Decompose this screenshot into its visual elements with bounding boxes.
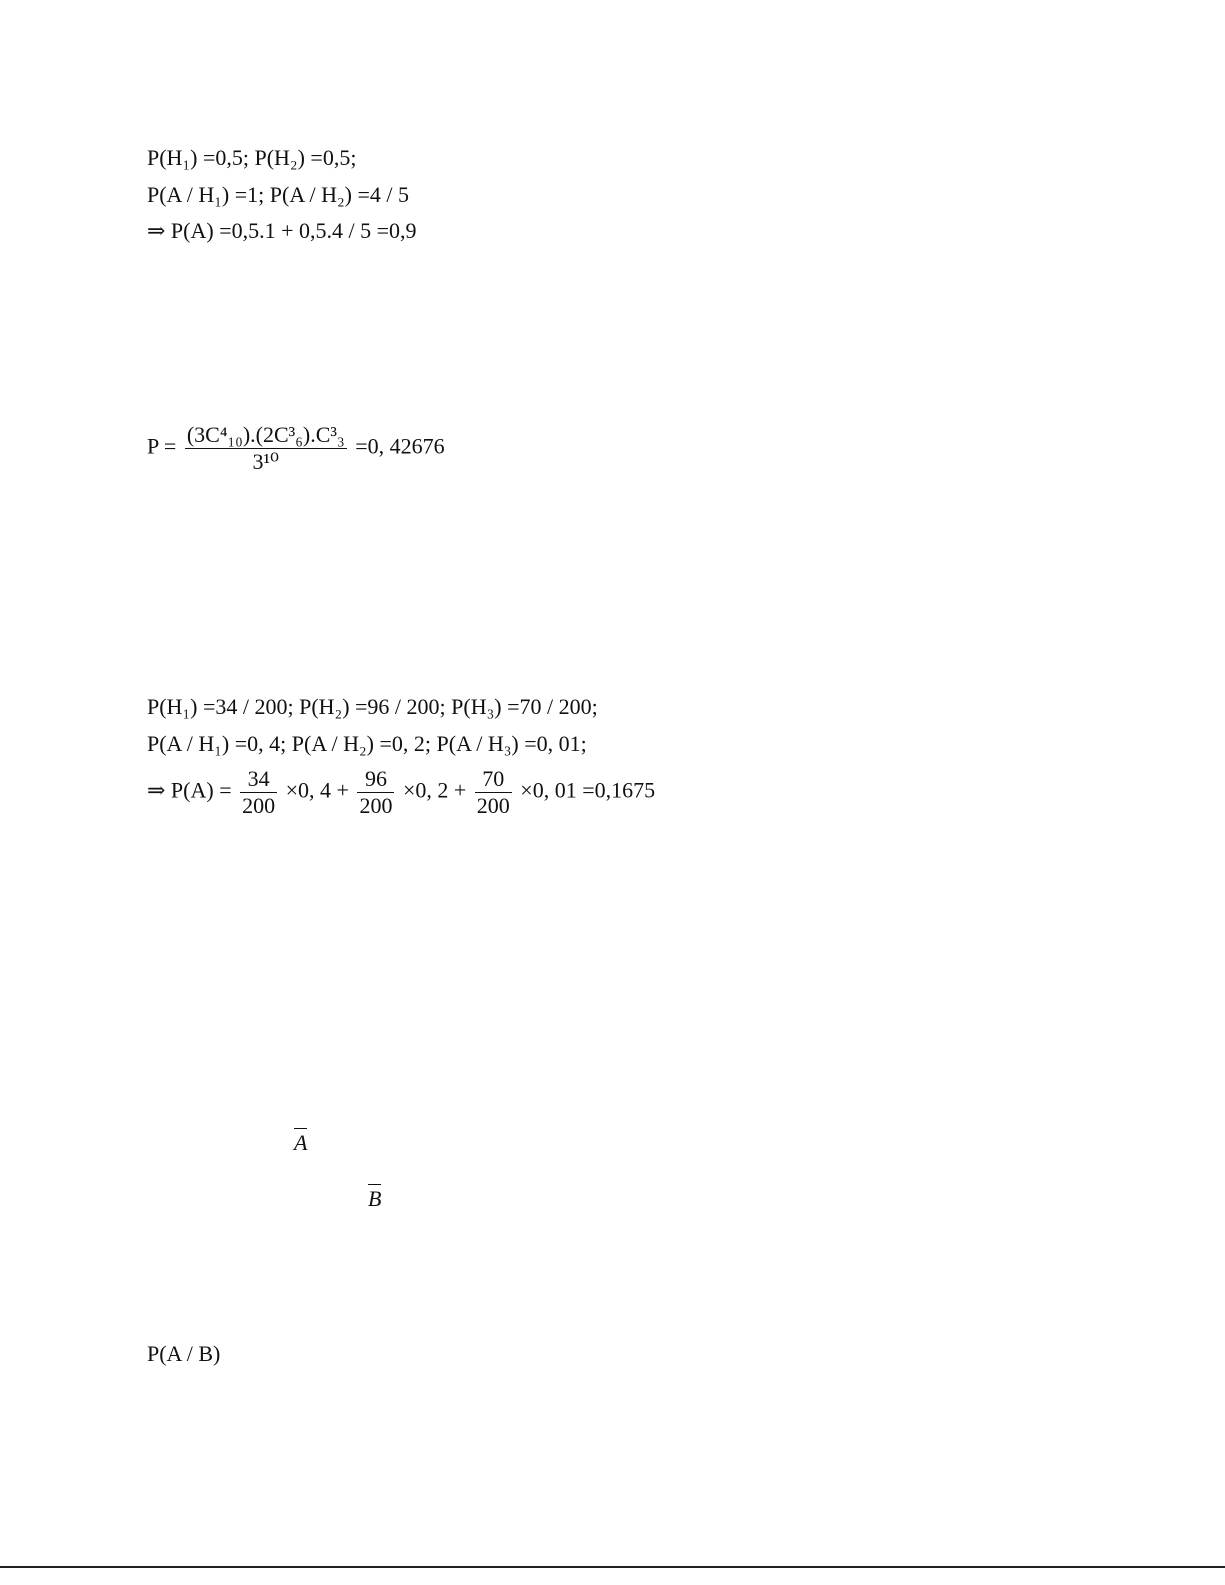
fraction: [240, 766, 277, 819]
page-bottom-rule: [0, 1566, 1225, 1568]
fraction-numerator: (3C⁴₁₀).(2C³₆).C³₃: [186, 422, 345, 447]
equation-text: ⇒ P(A) =0,5.1 + 0,5.4 / 5 =0,9: [147, 218, 417, 243]
fraction: [185, 422, 347, 475]
symbol-text: B: [368, 1186, 382, 1211]
equation-lhs: P =: [147, 433, 177, 459]
a-bar-symbol: [294, 1128, 307, 1156]
equation-text: P(H₁) =0,5; P(H₂) =0,5;: [147, 145, 357, 170]
fraction-numerator: 34: [247, 766, 270, 791]
equation-rhs: =0, 42676: [355, 433, 445, 459]
fraction-numerator: 96: [364, 766, 387, 791]
fraction-numerator: 70: [482, 766, 505, 791]
fraction-denominator: 3¹⁰: [185, 448, 347, 475]
equation-text: P(A / H₁) =1; P(A / H₂) =4 / 5: [147, 182, 410, 207]
equation-fraction-line: [147, 422, 445, 475]
equation-term: ×0, 01 =0,1675: [520, 777, 656, 803]
overline: [294, 1128, 307, 1129]
equation-fraction-line: [147, 766, 655, 819]
equation-prefix: ⇒ P(A) =: [147, 777, 232, 803]
equation-text: P(A / H₁) =0, 4; P(A / H₂) =0, 2; P(A / H₃) =0, 01;: [147, 731, 587, 756]
equation-text: P(A / B): [147, 1341, 221, 1366]
equation-line: [147, 145, 356, 171]
equation-term: ×0, 2 +: [402, 777, 467, 803]
fraction-denominator: 200: [242, 793, 276, 818]
fraction-denominator: 200: [359, 793, 393, 818]
fraction-denominator: 200: [476, 793, 510, 818]
fraction: [475, 766, 512, 819]
equation-line: [147, 218, 417, 244]
equation-line: [147, 694, 598, 720]
b-bar-symbol: [368, 1184, 381, 1212]
equation-line: [147, 182, 409, 208]
equation-text: P(H₁) =34 / 200; P(H₂) =96 / 200; P(H₃) =70 / 200;: [147, 694, 598, 719]
symbol-text: A: [294, 1130, 308, 1155]
fraction: [357, 766, 394, 819]
equation-line: [147, 731, 587, 757]
conditional-probability-expression: [147, 1341, 220, 1367]
overline: [368, 1184, 381, 1185]
equation-term: ×0, 4 +: [285, 777, 349, 803]
